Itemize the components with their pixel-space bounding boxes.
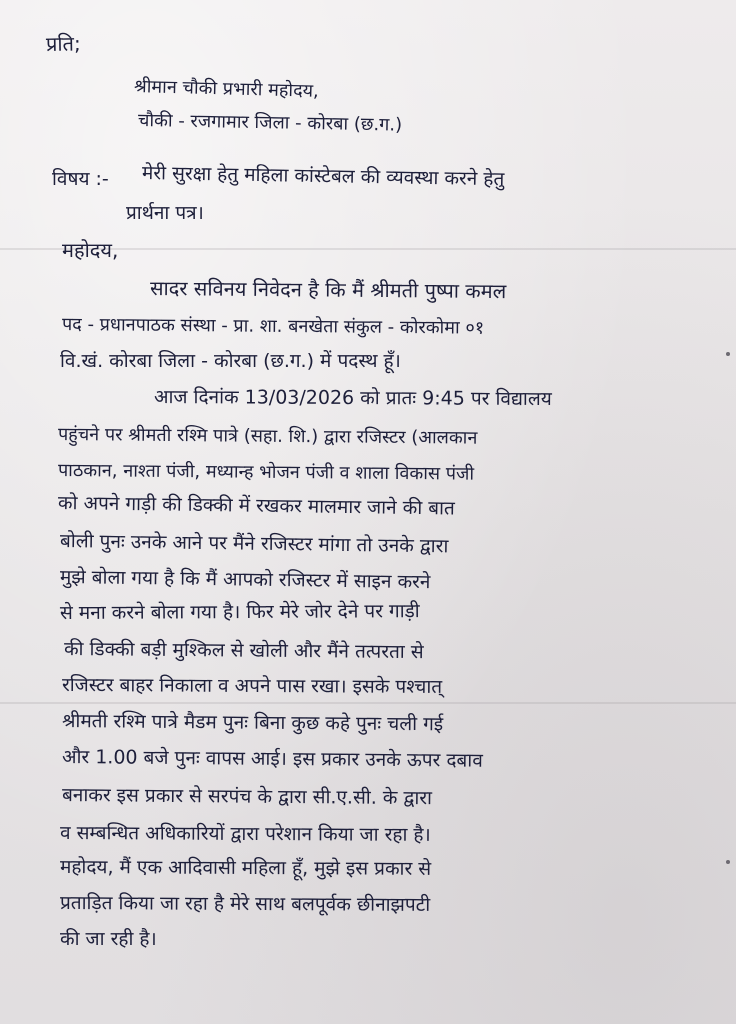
letter-body-line: बनाकर इस प्रकार से सरपंच के द्वारा सी.ए.सी. के द्वारा bbox=[61, 784, 433, 810]
letter-subject-text: मेरी सुरक्षा हेतु महिला कांस्टेबल की व्यवस्था करने हेतु bbox=[141, 162, 505, 191]
letter-body-line: को अपने गाड़ी की डिक्की में रखकर मालमार जाने की बात bbox=[57, 492, 455, 520]
letter-body-line: पाठकान, नाश्ता पंजी, मध्यान्ह भोजन पंजी व शाला विकास पंजी bbox=[57, 460, 475, 485]
letter-recipient-line1: श्रीमान चौकी प्रभारी महोदय, bbox=[133, 76, 320, 102]
letter-body-line: आज दिनांक 13/03/2026 को प्रातः 9:45 पर विद्यालय bbox=[153, 386, 552, 411]
letter-body-line: से मना करने बोला गया है। फिर मेरे जोर देने पर गाड़ी bbox=[59, 600, 420, 624]
punch-mark bbox=[726, 860, 730, 864]
letter-body-line: बोली पुनः उनके आने पर मैंने रजिस्टर मांगा तो उनके द्वारा bbox=[59, 530, 449, 558]
punch-mark bbox=[726, 352, 730, 356]
letter-body-line: सादर सविनय निवेदन है कि मैं श्रीमती पुष्पा कमल bbox=[149, 276, 507, 304]
letter-body-line: श्रीमती रश्मि पात्रे मैडम पुनः बिना कुछ कहे पुनः चली गई bbox=[61, 710, 444, 736]
letter-recipient-line2: चौकी - रजगामार जिला - कोरबा (छ.ग.) bbox=[137, 110, 403, 136]
letter-salutation: महोदय, bbox=[62, 238, 119, 262]
letter-subject-label: विषय :- bbox=[52, 168, 109, 190]
paper-fold bbox=[0, 702, 736, 704]
letter-body-line: की डिक्की बड़ी मुश्किल से खोली और मैंने तत्परता से bbox=[63, 638, 424, 664]
letter-body-line: प्रताड़ित किया जा रहा है मेरे साथ बलपूर्वक छीनाझपटी bbox=[59, 892, 431, 916]
letter-subject-text: प्रार्थना पत्र। bbox=[126, 202, 204, 224]
letter-body-line: रजिस्टर बाहर निकाला व अपने पास रखा। इसके पश्चात् bbox=[61, 674, 443, 698]
letter-body-line: वि.खं. कोरबा जिला - कोरबा (छ.ग.) में पदस्थ हूँ। bbox=[60, 350, 401, 372]
letter-body-line: पहुंचने पर श्रीमती रश्मि पात्रे (सहा. शि.) द्वारा रजिस्टर (आलकान bbox=[57, 424, 478, 449]
letter-body-line: पद - प्रधानपाठक संस्था - प्रा. शा. बनखेता संकुल - कोरकोमा ०१ bbox=[61, 314, 485, 339]
letter-body-line: महोदय, मैं एक आदिवासी महिला हूँ, मुझे इस प्रकार से bbox=[59, 856, 432, 880]
letter-body-line: मुझे बोला गया है कि मैं आपको रजिस्टर में साइन करने bbox=[59, 566, 431, 594]
letter-to-label: प्रति; bbox=[45, 31, 81, 56]
letter-body-line: की जा रही है। bbox=[60, 928, 157, 950]
letter-body-line: व सम्बन्धित अधिकारियों द्वारा परेशान किया जा रहा है। bbox=[59, 822, 431, 846]
letter-body-line: और 1.00 बजे पुनः वापस आई। इस प्रकार उनके ऊपर दबाव bbox=[61, 746, 483, 772]
